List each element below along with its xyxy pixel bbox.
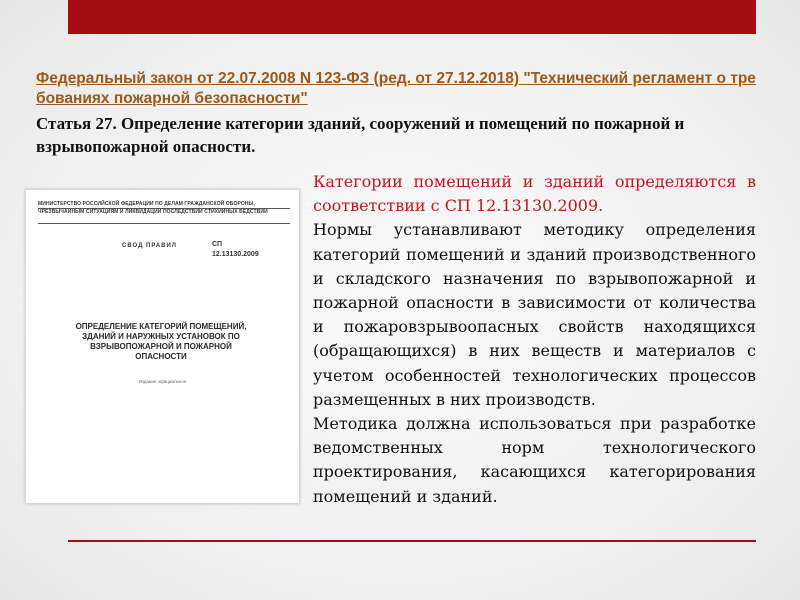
paragraph-usage: Методика должна использоваться при разработке ведомственных норм технологического проектирования, касающихся категорирования помещений и зданий.	[313, 414, 756, 506]
document-svod-label: СВОД ПРАВИЛ	[122, 243, 178, 249]
law-title-link[interactable]: Федеральный закон от 22.07.2008 N 123-ФЗ (ред. от 27.12.2018) "Технический регламент о требованиях пожарной безопасности"	[36, 70, 756, 107]
document-code-prefix: СП	[212, 241, 223, 248]
document-edition: Издание официальное	[138, 379, 187, 384]
document-code	[212, 240, 259, 260]
article-title: Статья 27. Определение категории зданий, сооружений и помещений по пожарной и взрывопожарной опасности.	[36, 114, 685, 156]
top-accent-bar	[68, 0, 756, 34]
document-divider	[38, 208, 290, 209]
red-paragraph: Категории помещений и зданий определяются в соответствии с СП 12.13130.2009.	[313, 172, 756, 216]
document-main-title: ОПРЕДЕЛЕНИЕ КАТЕГОРИЙ ПОМЕЩЕНИЙ, ЗДАНИЙ И НАРУЖНЫХ УСТАНОВОК ПО ВЗРЫВОПОЖАРНОЙ И ПОЖАРНОЙ ОПАСНОСТИ	[75, 322, 247, 361]
document-ministry: МИНИСТЕРСТВО РОССИЙСКОЙ ФЕДЕРАЦИИ ПО ДЕЛАМ ГРАЖДАНСКОЙ ОБОРОНЫ, ЧРЕЗВЫЧАЙНЫМ СИТУАЦИЯМ И ЛИКВИДАЦИИ ПОСЛЕДСТВИЙ СТИХИЙНЫХ БЕДСТВИЙ	[38, 201, 268, 215]
body-text	[313, 170, 756, 509]
document-code-number: 12.13130.2009	[212, 251, 259, 258]
bottom-accent-line	[68, 540, 756, 542]
document-divider	[38, 223, 290, 224]
document-cover-image	[25, 189, 300, 504]
paragraph-methodology: Нормы устанавливают методику определения категорий помещений и зданий производственного и складского назначения по взрывопожарной и пожарной опасности в зависимости от количества и пожаровзрывоопасных свойств находящихся (обращающихся) в них веществ и материалов с учетом особенностей технологических процессов размещенных в них производств.	[313, 220, 756, 409]
